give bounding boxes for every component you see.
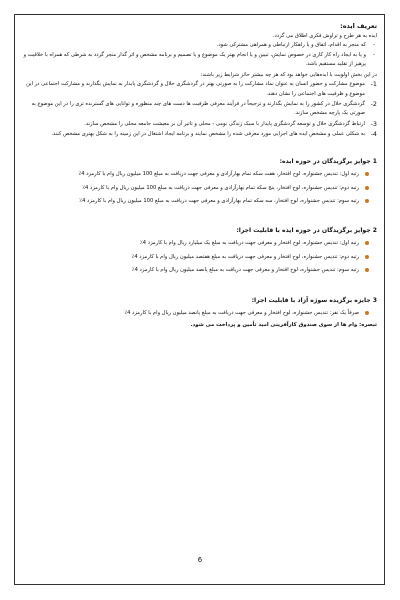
award-item xyxy=(22,265,377,275)
priorities-intro: در این بخش اولویت با ایده‌هایی خواهد بود که هر چه بیشتر حائز شرایط زیر باشند: xyxy=(200,72,377,79)
award-item xyxy=(22,183,377,193)
definition-heading: تعریف ایده: xyxy=(340,22,377,30)
priority-number: 4- xyxy=(370,129,377,138)
award-text: رتبه اول: تندیس جشنواره، لوح افتخار و معرفی جهت دریافت به مبلغ یک میلیارد ریال وام با کارمزد 4٪ xyxy=(140,240,359,247)
page-number: 6 xyxy=(197,556,203,564)
priority-text: ارتباط گردشگری حلال و توسعه گردشگری پایدار با سبک زندگی بومی - محلی و تاثیر آن بر معیشت جامعه محلی را مشخص سازند. xyxy=(84,120,365,127)
priority-number: 1- xyxy=(370,80,377,89)
bullet-dot-icon xyxy=(365,311,369,315)
definition-bullet xyxy=(22,41,377,50)
award-text: رتبه اول: تندیس جشنواره، لوح افتخار، هفت سکه تمام بهارآزادی و معرفی جهت دریافت به مبلغ 100 میلیون ریال وام با کارمزد 4٪ xyxy=(78,171,359,178)
award-item xyxy=(22,308,377,318)
priority-number: 3- xyxy=(370,119,377,128)
bullet-dot-icon xyxy=(365,268,369,272)
definition-bullet-text: که منجر به اقدام، اتفاق و یا راهکار ارتباطی و همراهی مشترکی شود. xyxy=(216,42,366,49)
priority-text: به شکلی عملی و مشخص ایده های اجرایی مورد معرفی شده را مشخص نمایند و برنامه ایجاد اشتغال در این زمینه را به شکل بهتری مشخص کنند. xyxy=(51,130,365,137)
document-body xyxy=(22,20,377,330)
priority-text: موضوع مشارکت و حضور انسان به عنوان نماد مشارکت را به صورتی بهتر در گردشگری حلال و گردشگری پایدار به نمایش بگذارند و مشارکت اجتماعی در این موضوع و ظرفیت های اجتماعی را نشان دهند. xyxy=(26,81,365,97)
bullet-dot-icon xyxy=(365,172,369,176)
priority-item xyxy=(22,130,377,139)
definition-bullet-text: و یا به ایجاد راه کار کاری در خصوص نمایش، تبیین و یا انجام بهتر یک موضوع و یا تصمیم و برنامه مشخص و اثر گذار منجر گردد به شرطی که همراه با خلاقیت و پرهیز از تقلید مستقیم باشد. xyxy=(23,51,366,67)
section-2-title: 2 جوایز برگزیدگان در حوزه ایده با قابلیت اجرا: xyxy=(236,227,377,235)
award-text: رتبه دوم: تندیس جشنواره، لوح افتخار و معرفی جهت دریافت به مبلغ هفتصد میلیون ریال وام با کارمزد 4٪ xyxy=(131,253,359,260)
priority-item xyxy=(22,80,377,99)
award-item xyxy=(22,238,377,248)
award-text: رتبه سوم: تندیس جشنواره، لوح افتخار، سه سکه تمام بهارآزادی و معرفی جهت دریافت به مبلغ 100 میلیون ریال وام با کارمزد 4٪ xyxy=(79,198,359,205)
award-text: رتبه سوم: تندیس جشنواره، لوح افتخار و معرفی جهت دریافت به مبلغ پانصد میلیون ریال وام با کارمزد 4٪ xyxy=(131,267,359,274)
dash-marker: - xyxy=(373,42,375,49)
priority-item xyxy=(22,100,377,119)
definition-bullet xyxy=(22,51,377,70)
award-item xyxy=(22,196,377,206)
award-text: صرفاً یک نفر: تندیس جشنواره، لوح افتخار و معرفی جهت دریافت به مبلغ پانصد میلیون ریال وام با کارمزد 4٪ xyxy=(124,309,359,316)
loan-note: تبصره: وام ها از سوی صندوق کارآفرینی امید تأمین و پرداخت می شود. xyxy=(190,322,377,329)
priority-item xyxy=(22,120,377,129)
dash-marker: - xyxy=(373,51,375,58)
priority-number: 2- xyxy=(370,100,377,109)
bullet-dot-icon xyxy=(365,199,369,203)
bullet-dot-icon xyxy=(365,255,369,259)
award-item xyxy=(22,169,377,179)
award-item xyxy=(22,252,377,262)
definition-intro: ایده به هر طرح و تراوش فکری اطلاق می گردد. xyxy=(272,33,377,39)
bullet-dot-icon xyxy=(365,186,369,190)
bullet-dot-icon xyxy=(365,241,369,245)
section-3-title: 3 جایزه برگزیده سوژه آزاد با قابلیت اجرا: xyxy=(251,296,377,304)
priority-text: گردشگری حلال در کشور را به نمایش بگذارند و ترجیحاً در فرآیند معرفی ظرفیت ها دست های چند منظوره و توانایی های گسترنده تری را در این موضوع به صورتی یک پارچه مشخص سازند. xyxy=(31,101,365,117)
section-1-title: 1 جوایز برگزیدگان در حوزه ایده: xyxy=(279,158,377,166)
award-text: رتبه دوم: تندیس جشنواره، لوح افتخار، پنج سکه تمام بهارآزادی و معرفی جهت دریافت به مبلغ 100 میلیون ریال وام با کارمزد 4٪ xyxy=(82,184,359,191)
